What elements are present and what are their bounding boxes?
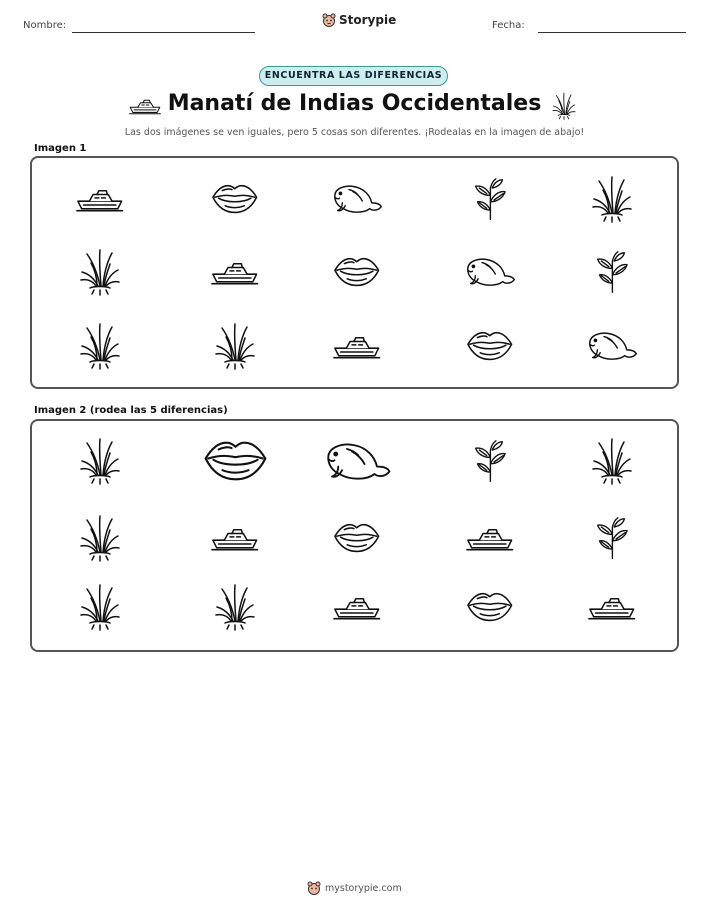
image1-lips-icon — [333, 256, 381, 292]
image2-sprig-icon[interactable] — [472, 439, 509, 487]
image1-sprig-icon — [594, 250, 631, 298]
image2-grass-icon[interactable] — [80, 583, 120, 635]
image2-lips-icon[interactable] — [333, 522, 381, 558]
brand-name: Storypie — [339, 13, 397, 27]
image2-boat-icon[interactable] — [466, 525, 514, 556]
page-title: Manatí de Indias Occidentales — [167, 91, 542, 116]
image2-sprig-icon[interactable] — [594, 516, 631, 564]
image1-lips-icon — [466, 330, 514, 366]
name-field[interactable] — [72, 32, 255, 33]
image1-grass-icon — [215, 322, 255, 374]
instructions: Las dos imágenes se ven iguales, pero 5 cosas son diferentes. ¡Rodealas en la imagen de abajo! — [124, 127, 585, 138]
footer — [307, 881, 402, 895]
image1-manatee-icon — [585, 329, 638, 367]
image2-boat-icon[interactable] — [588, 594, 636, 625]
brand-logo — [322, 13, 396, 27]
image1-lips-icon — [211, 183, 259, 219]
image1-grass-icon — [80, 248, 120, 300]
name-label: Nombre: — [23, 20, 67, 31]
image1-boat-icon — [211, 259, 259, 290]
image1-sprig-icon — [472, 177, 509, 225]
image2-grass-icon[interactable] — [215, 583, 255, 635]
image2-lips-icon[interactable] — [466, 591, 514, 627]
image-1-label: Imagen 1 — [34, 143, 87, 154]
image2-manatee-icon[interactable] — [322, 439, 392, 488]
image2-grass-icon[interactable] — [80, 514, 120, 566]
image1-manatee-icon — [330, 182, 383, 220]
image1-grass-icon — [592, 175, 632, 227]
image1-manatee-icon — [463, 255, 516, 293]
activity-badge: ENCUENTRA LAS DIFERENCIAS — [259, 66, 448, 86]
storypie-mascot-icon — [322, 13, 336, 27]
image-2-label: Imagen 2 (rodea las 5 diferencias) — [34, 405, 228, 416]
image1-grass-icon — [80, 322, 120, 374]
image2-grass-icon[interactable] — [80, 437, 120, 489]
image2-grass-icon[interactable] — [592, 437, 632, 489]
image1-boat-icon — [76, 186, 124, 217]
image2-boat-icon[interactable] — [333, 594, 381, 625]
title-grass-icon — [550, 92, 578, 124]
date-field[interactable] — [538, 32, 686, 33]
storypie-footer-icon — [307, 881, 321, 895]
date-label: Fecha: — [492, 20, 525, 31]
image2-lips-icon[interactable] — [203, 439, 268, 487]
footer-website: mystorypie.com — [325, 882, 402, 894]
image2-boat-icon[interactable] — [211, 525, 259, 556]
image1-boat-icon — [333, 333, 381, 364]
